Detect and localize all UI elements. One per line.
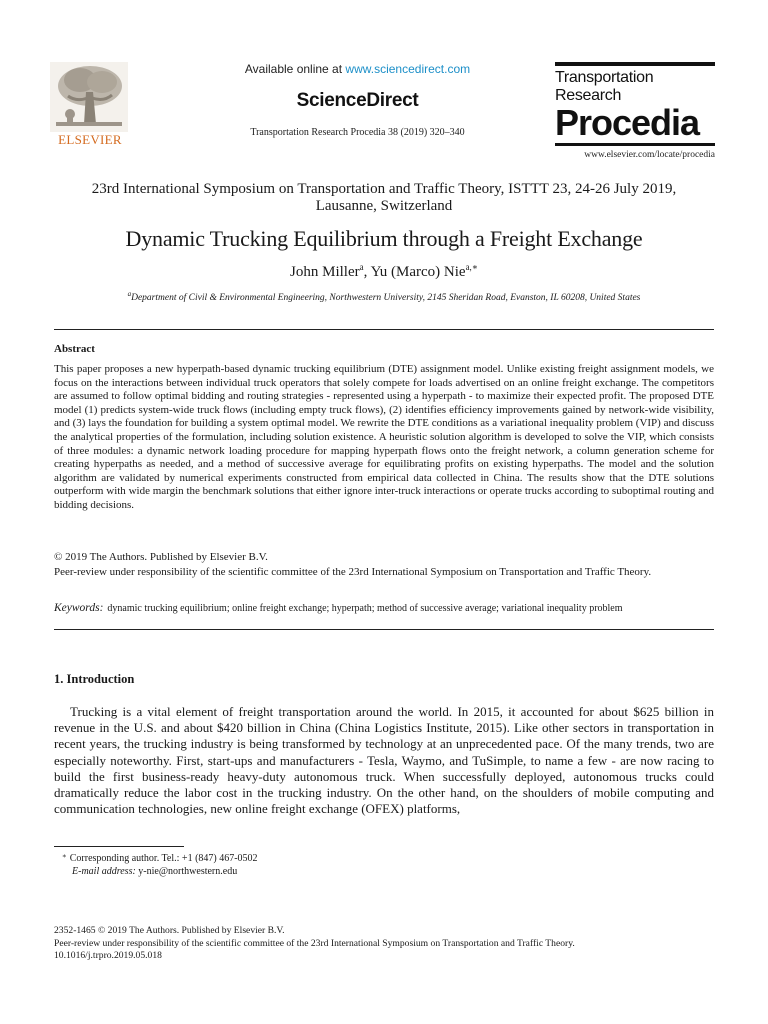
abstract-copyright: © 2019 The Authors. Published by Elsevier B.V. — [54, 551, 268, 563]
section-heading-introduction: 1. Introduction — [54, 672, 135, 686]
abstract-body: This paper proposes a new hyperpath-based dynamic trucking equilibrium (DTE) assignment model. Unlike existing freight assignment models, we focus on the interactions between individual truck operators that solely compete for loads advertised on an online freight exchange. The competitors are assumed to follow optimal bidding and routing strategies - represented using a hyperpath - to maximize their expected profit. The proposed DTE model (1) predicts system-wide truck flows (including empty truck flows), (2) identifies efficiency improvements gained by network-wide visibility, and (3) lays the foundation for building a system optimal model. We rewrite the DTE conditions as a variational inequality problem (VIP) and discuss the analytical properties of the formulation, including solution existence. A heuristic solution algorithm is developed to solve the VIP, which consists of three modules: a dynamic network loading procedure for mapping hyperpath flows onto the freight network, a column generation scheme for creating hyperpaths as needed, and a method of successive average for equilibrating profits on existing hyperpaths. The model and the solution algorithm are validated by numerical experiments constructed from empirical data collected in China. The results show that the DTE solutions outperform with wide margin the benchmark solutions that either ignore inter-truck interactions or operate trucks according to suboptimal routing and bidding decisions. — [54, 363, 714, 511]
doi-line[interactable]: 10.1016/j.trpro.2019.05.018 — [54, 950, 162, 962]
affiliation-text: Department of Civil & Environmental Engineering, Northwestern University, 2145 Sheridan Road, Evanston, IL 60208, United States — [131, 293, 641, 303]
author-list — [40, 262, 728, 281]
abstract-top-rule — [54, 329, 714, 330]
keywords-text: dynamic trucking equilibrium; online freight exchange; hyperpath; method of successive average; variational inequality problem — [107, 603, 623, 614]
footnote-corresponding-author — [62, 852, 258, 864]
journal-logo — [555, 62, 715, 160]
journal-logo-line1: Transportation — [555, 69, 654, 86]
journal-logo-line3: Procedia — [555, 102, 700, 143]
author-superscript: a — [359, 262, 364, 272]
journal-logo-top-bar — [555, 62, 715, 66]
affiliation-superscript: a — [127, 290, 132, 298]
paper-title: Dynamic Trucking Equilibrium through a Freight Exchange — [125, 226, 643, 251]
author-name: Yu (Marco) Nie — [370, 264, 466, 280]
sciencedirect-link[interactable]: www.sciencedirect.com — [345, 62, 471, 76]
footnote-marker: ∗ — [62, 852, 67, 860]
keywords-label: Keywords: — [54, 602, 104, 614]
journal-citation: Transportation Research Procedia 38 (2019) 320–340 — [250, 127, 465, 138]
issn-line: 2352-1465 © 2019 The Authors. Published by Elsevier B.V. — [54, 925, 285, 936]
abstract-peer-review: Peer-review under responsibility of the scientific committee of the 23rd International Symposium on Transportation and Traffic Theory. — [54, 566, 652, 578]
bottom-publication-info — [54, 925, 734, 963]
symposium-line — [40, 181, 728, 215]
journal-logo-bottom-bar — [555, 143, 715, 146]
introduction-paragraph: Trucking is a vital element of freight transportation around the world. In 2015, it accounted for about $625 billion in revenue in the U.S. and about $420 billion in China (China Logistics Institute, 2015). Like other sectors in transportation in recent years, the trucking industry is being transformed by technology at an unprecedented pace. Of the many trends, two are especially noteworthy. First, start-ups and manufacturers - Tesla, Waymo, and TuSimple, to name a few - are now racing to build the first business-ready heavy-duty autonomous truck. When successfully deployed, autonomous trucks could dramatically reduce the labor cost in the trucking industry. On the other hand, on the shoulders of mobile computing and communication technologies, new online freight exchange (OFEX) platforms, — [54, 704, 714, 817]
footnote-email — [72, 866, 237, 877]
available-online-line — [190, 62, 525, 76]
affiliation — [40, 290, 728, 303]
footnote-corresponding-text: Corresponding author. Tel.: +1 (847) 467-0502 — [69, 853, 258, 864]
email-address[interactable]: y-nie@northwestern.edu — [138, 866, 238, 877]
email-label: E-mail address: — [72, 866, 136, 877]
author-name: John Miller — [290, 264, 360, 280]
footnote-rule — [54, 846, 184, 847]
abstract-heading: Abstract — [54, 343, 95, 355]
elsevier-tree-icon — [50, 62, 128, 132]
available-prefix: Available online at — [244, 62, 346, 76]
author-superscript: a,∗ — [465, 262, 478, 272]
symposium-line2: Lausanne, Switzerland — [315, 198, 453, 214]
abstract-bottom-rule — [54, 629, 714, 630]
sciencedirect-header — [190, 62, 525, 138]
author-separator: , — [363, 264, 371, 280]
sciencedirect-brand: ScienceDirect — [296, 90, 419, 111]
journal-logo-line2: Research — [555, 87, 622, 104]
journal-url[interactable]: www.elsevier.com/locate/procedia — [584, 150, 715, 160]
elsevier-wordmark: ELSEVIER — [58, 132, 122, 147]
bottom-peer-review-line: Peer-review under responsibility of the scientific committee of the 23rd International Symposium on Transportation and Traffic Theory. — [54, 937, 575, 949]
symposium-line1: 23rd International Symposium on Transportation and Traffic Theory, ISTTT 23, 24-26 July 2019, — [91, 181, 677, 197]
keywords-line — [54, 602, 714, 614]
